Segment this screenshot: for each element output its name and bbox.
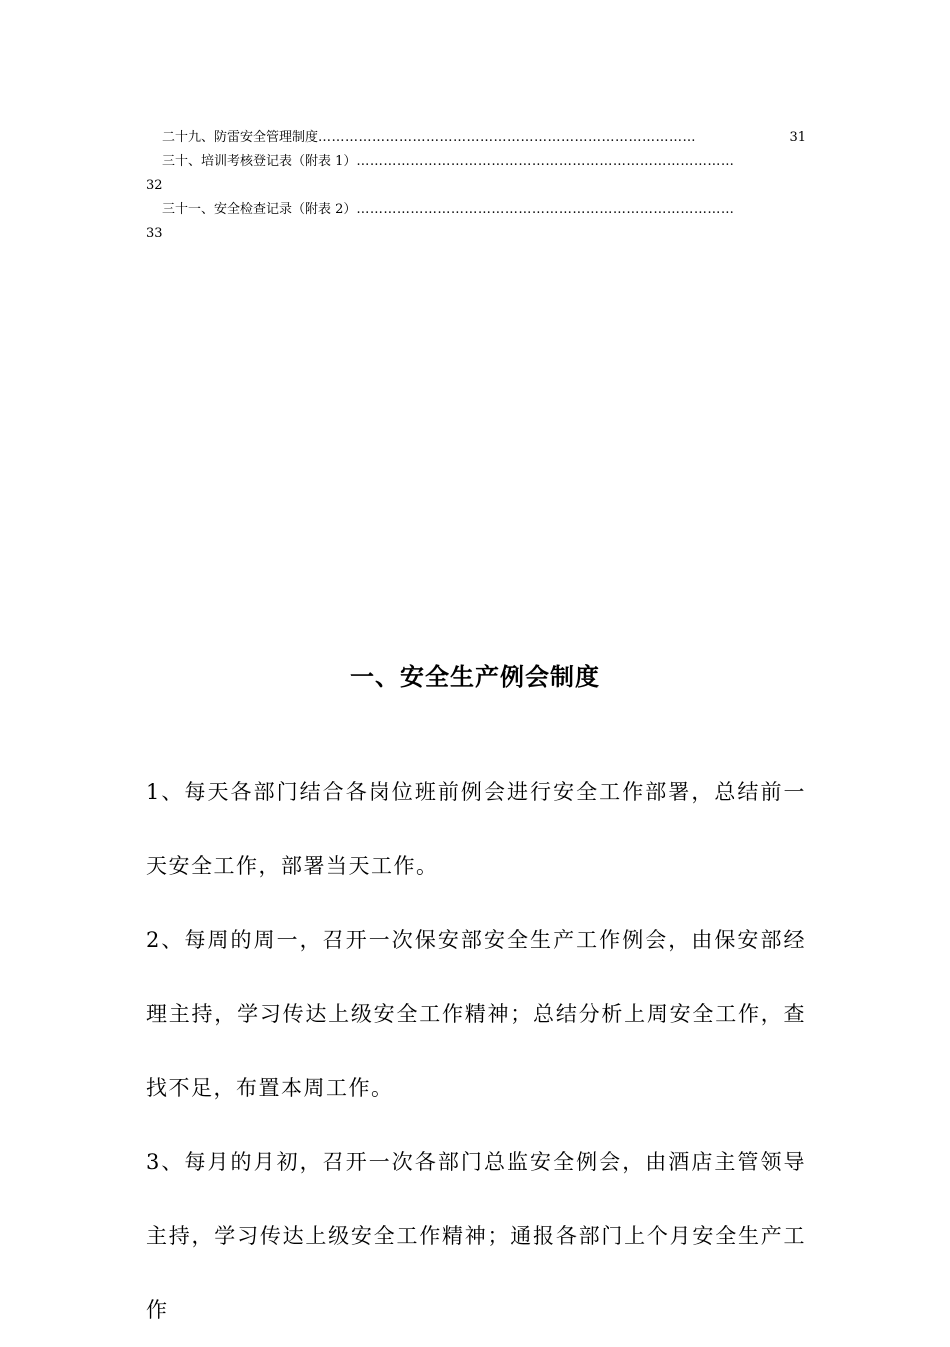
toc-page-number: 32 (146, 178, 163, 193)
toc-leader-dots: ………………………………………………………………………… (356, 154, 735, 169)
toc-entry-label: 三十一、安全检查记录（附表 2） (162, 202, 357, 217)
toc-page-number: 33 (146, 226, 163, 241)
section-title: 一、安全生产例会制度 (350, 663, 600, 691)
toc-leader-dots: ………………………………………………………………………… (318, 130, 697, 145)
toc-page-number: 31 (789, 130, 806, 145)
toc-entry-label: 二十九、防雷安全管理制度 (162, 130, 319, 145)
toc-entry[interactable] (146, 150, 806, 198)
toc-entry[interactable] (146, 126, 806, 150)
section-body (146, 755, 806, 1347)
body-paragraph: 1、每天各部门结合各岗位班前例会进行安全工作部署，总结前一天安全工作，部署当天工作。 (146, 780, 806, 878)
toc-entry[interactable] (146, 198, 806, 246)
body-paragraph: 3、每月的月初，召开一次各部门总监安全例会，由酒店主管领导主持，学习传达上级安全工作精神；通报各部门上个月安全生产工作 (146, 1150, 806, 1322)
body-paragraph: 2、每周的周一，召开一次保安部安全生产工作例会，由保安部经理主持，学习传达上级安全工作精神；总结分析上周安全工作，查找不足，布置本周工作。 (146, 928, 806, 1100)
toc-leader-dots: ………………………………………………………………………… (356, 202, 735, 217)
toc-entry-label: 三十、培训考核登记表（附表 1） (162, 154, 357, 169)
table-of-contents (146, 126, 806, 246)
